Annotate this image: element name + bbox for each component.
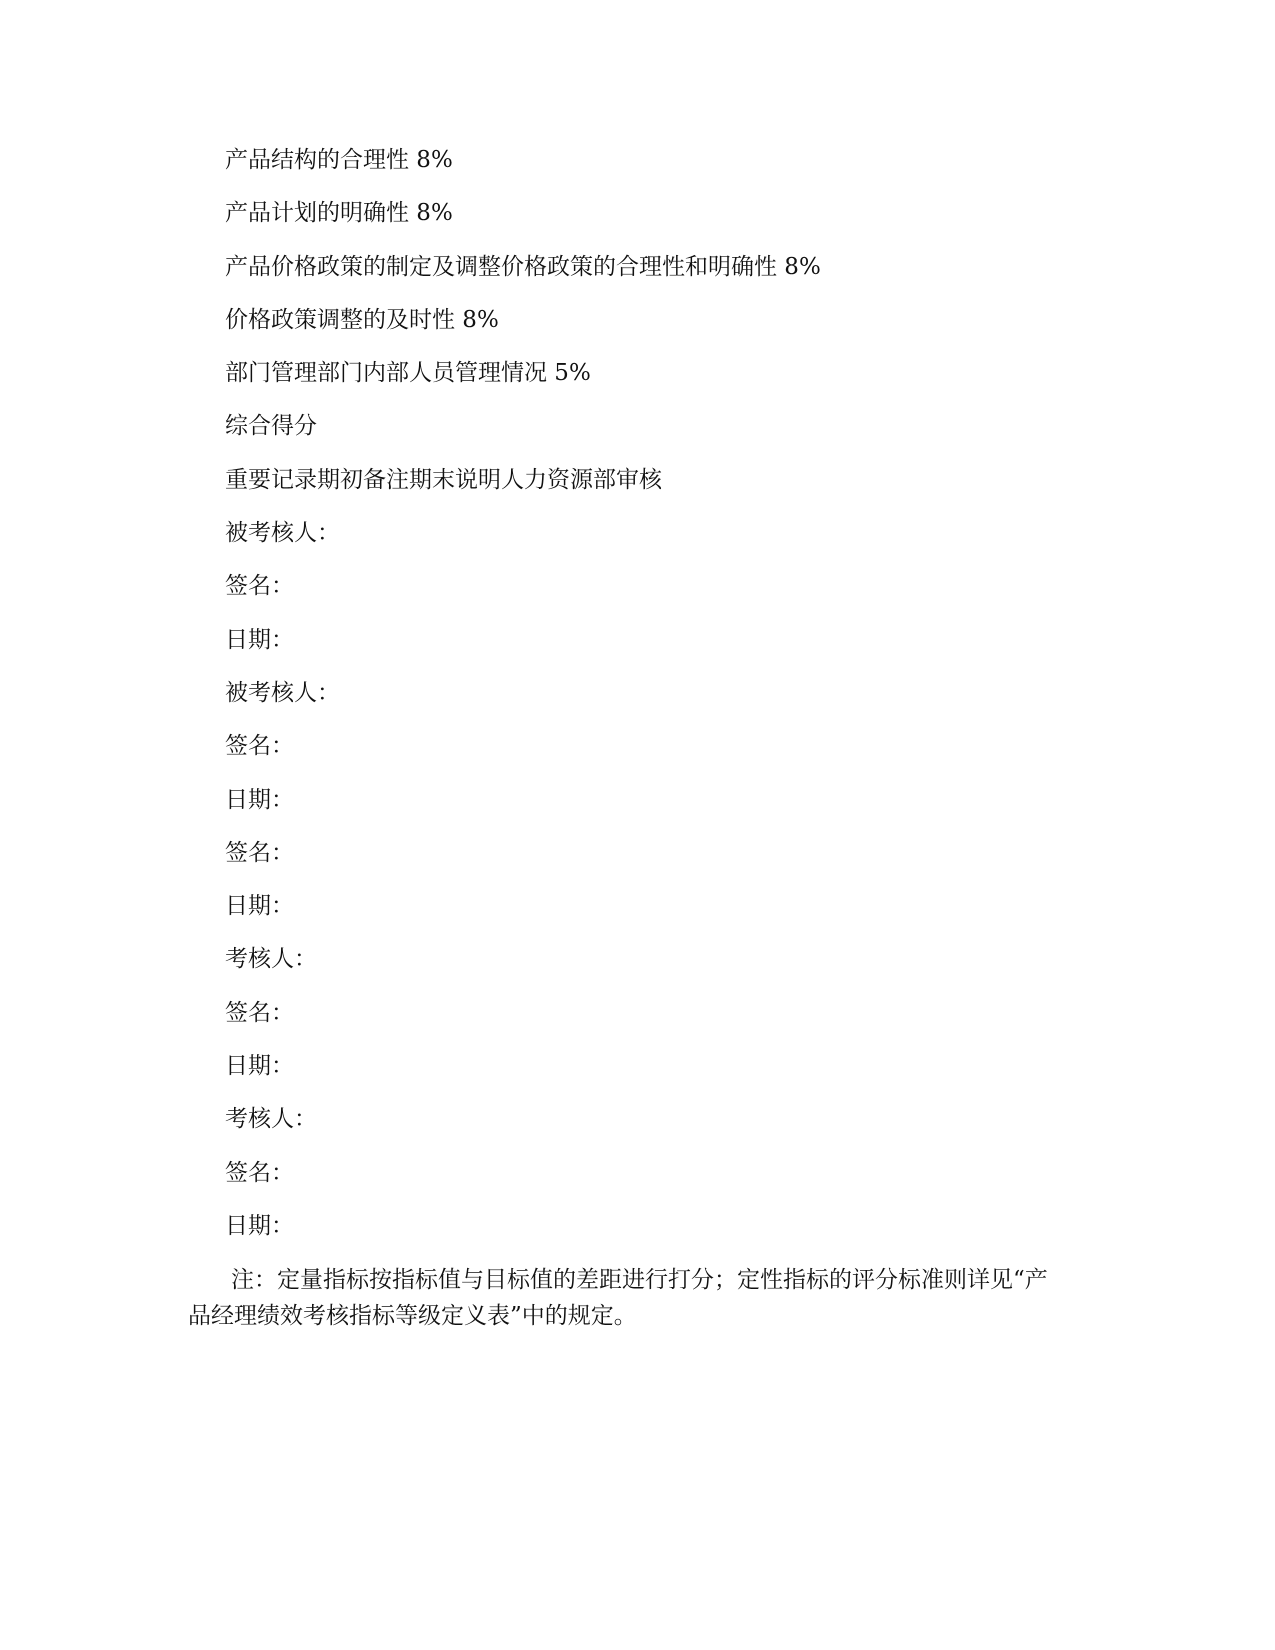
footnote: 注：定量指标按指标值与目标值的差距进行打分；定性指标的评分标准则详见“产品经理绩效考核指标等级定义表”中的规定。 [188,1267,1048,1329]
text-line: 签名： [225,1159,294,1186]
text-line: 日期： [225,893,294,920]
text-line: 被考核人： [225,520,340,547]
text-line: 签名： [225,839,294,866]
text-line: 签名： [225,999,294,1026]
document-body [225,144,1125,1263]
text-line: 重要记录期初备注期末说明人力资源部审核 [225,466,662,493]
text-line: 被考核人： [225,679,340,706]
text-line: 部门管理部门内部人员管理情况 5% [225,360,591,387]
text-line: 日期： [225,626,294,653]
text-line: 签名： [225,573,294,600]
text-line: 产品价格政策的制定及调整价格政策的合理性和明确性 8% [225,253,821,280]
text-line: 价格政策调整的及时性 8% [225,306,499,333]
text-line: 产品结构的合理性 8% [225,147,453,173]
text-line: 产品计划的明确性 8% [225,200,453,227]
text-line: 签名： [225,733,294,760]
text-line: 日期： [225,1212,294,1239]
text-line: 考核人： [225,1106,317,1133]
text-line: 日期： [225,786,294,813]
text-line: 综合得分 [225,413,317,440]
text-line: 考核人： [225,946,317,973]
text-line: 日期： [225,1053,294,1080]
